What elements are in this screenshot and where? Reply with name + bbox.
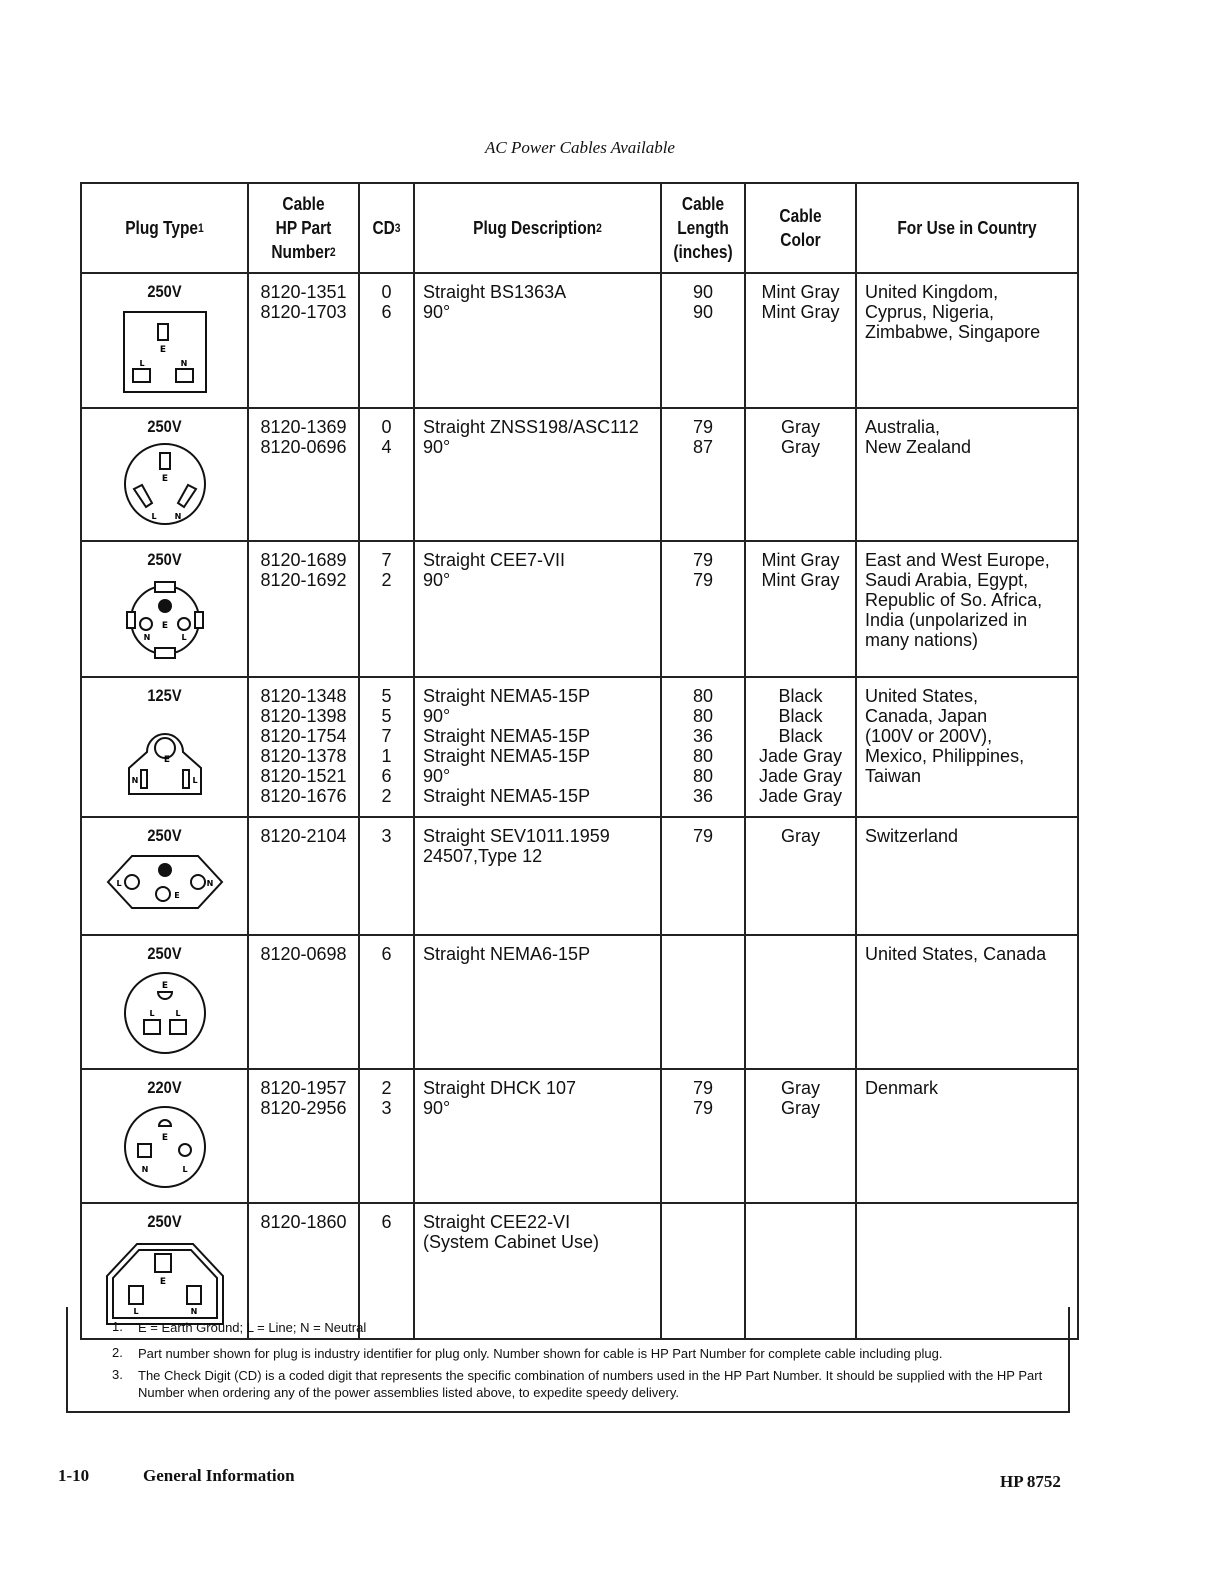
nema6-plug-icon <box>120 981 210 1062</box>
cell-line: 8120-0698 <box>260 944 347 964</box>
cable-length-cell <box>661 541 745 677</box>
cell-line: Gray <box>780 1078 820 1098</box>
cable-length-cell <box>661 408 745 541</box>
uk-plug-icon <box>120 345 210 400</box>
cell-line: Straight NEMA5-15P <box>423 786 591 806</box>
svg-text:L: L <box>180 633 187 642</box>
cable-color-cell <box>745 541 856 677</box>
cd-cell <box>359 273 414 408</box>
table-row <box>81 935 1078 1069</box>
svg-text:E: E <box>163 755 170 765</box>
table-row <box>81 541 1078 677</box>
cell-line: 80 <box>692 746 714 766</box>
cell-line: Straight DHCK 107 <box>423 1078 577 1098</box>
cell-line: 80 <box>692 706 714 726</box>
cable-color-cell <box>745 273 856 408</box>
country-cell <box>856 408 1078 541</box>
cell-line: Straight SEV1011.1959 <box>423 826 610 846</box>
cell-line: Switzerland <box>865 826 959 846</box>
footnotes-box: 1. E = Earth Ground; L = Line; N = Neutral 2. Part number shown for plug is industry identifier for plug only. Number shown for cable is HP Part Number for complete cable including plug. 3. The Check Digit (CD) is a coded digit that represents the specific combination of numbers used in the HP Part Number. It should be supplied with the HP Part Number when ordering any of the power assemblies listed above, to expedite speedy delivery. <box>66 1307 1070 1413</box>
header-row <box>81 183 1078 273</box>
header-plug-description: Plug Description$^2$ <box>431 183 643 273</box>
header-plug-type: Plug Type$^1$ <box>93 183 237 273</box>
swiss-plug-icon <box>104 879 226 918</box>
country-cell <box>856 541 1078 677</box>
voltage-label: 220V <box>147 1078 182 1097</box>
part-number-cell <box>248 677 359 817</box>
cell-line: 90° <box>423 1098 451 1118</box>
cell-line: 90 <box>692 302 714 322</box>
voltage-label: 250V <box>147 417 182 436</box>
cell-line: 6 <box>381 1212 392 1232</box>
cell-line: 80 <box>692 686 714 706</box>
plug-description-cell <box>414 1069 661 1203</box>
country-cell <box>856 935 1078 1069</box>
cell-line: Australia, <box>865 417 941 437</box>
table-row <box>81 408 1078 541</box>
svg-text:L: L <box>181 1165 188 1174</box>
cell-line: 6 <box>381 302 392 322</box>
svg-text:E: E <box>161 621 168 631</box>
cell-line: United Kingdom, <box>865 282 999 302</box>
model-name: HP 8752 <box>1000 1472 1061 1491</box>
part-number-cell <box>248 1069 359 1203</box>
cell-line: New Zealand <box>865 437 972 457</box>
page-number: 1-10 <box>58 1466 90 1485</box>
cell-line: East and West Europe, <box>865 550 1050 570</box>
cell-line: 80 <box>692 766 714 786</box>
cable-length-cell <box>661 1069 745 1203</box>
cell-line: 8120-1860 <box>260 1212 347 1232</box>
part-number-cell <box>248 935 359 1069</box>
cell-line: 8120-1351 <box>260 282 347 302</box>
cell-line: Gray <box>780 417 820 437</box>
plug-description-cell <box>414 408 661 541</box>
cell-line: India (unpolarized in <box>865 610 1028 630</box>
cell-line: 8120-1348 <box>260 686 347 706</box>
voltage-label: 250V <box>147 1212 182 1231</box>
cell-line: Gray <box>780 437 820 457</box>
svg-text:L: L <box>174 1009 181 1018</box>
cell-line: (100V or 200V), <box>865 726 993 746</box>
cable-length-cell <box>661 273 745 408</box>
svg-text:L: L <box>132 1307 139 1316</box>
part-number-cell <box>248 541 359 677</box>
cell-line: 87 <box>692 437 714 457</box>
cell-line: Black <box>778 706 823 726</box>
voltage-label: 250V <box>147 282 182 301</box>
cell-line: Black <box>778 726 823 746</box>
header-part-number: Cable HP Part Number$^2$ <box>256 183 351 273</box>
table-row <box>81 1069 1078 1203</box>
cell-line: 2 <box>381 1078 392 1098</box>
cable-color-cell <box>745 408 856 541</box>
header-country: For Use in Country <box>872 183 1063 273</box>
cd-cell <box>359 677 414 817</box>
cell-line: Straight CEE22-VI <box>423 1212 571 1232</box>
cell-line: 0 <box>381 417 392 437</box>
cell-line: (System Cabinet Use) <box>423 1232 600 1252</box>
cell-line: 36 <box>692 726 714 746</box>
cell-line: Denmark <box>865 1078 939 1098</box>
cell-line: 79 <box>692 1098 714 1118</box>
cell-line: Mint Gray <box>761 570 840 590</box>
cell-line: Straight NEMA5-15P <box>423 686 591 706</box>
cell-line: Taiwan <box>865 766 922 786</box>
cell-line: Republic of So. Africa, <box>865 590 1043 610</box>
cell-line: United States, <box>865 686 979 706</box>
plug-description-cell <box>414 677 661 817</box>
cell-line: 8120-1703 <box>260 302 347 322</box>
svg-text:E: E <box>173 891 180 900</box>
cable-color-cell <box>745 1069 856 1203</box>
part-number-cell <box>248 408 359 541</box>
cell-line: 24507,Type 12 <box>423 846 543 866</box>
cd-cell <box>359 1069 414 1203</box>
cell-line: 8120-1957 <box>260 1078 347 1098</box>
plug-type-cell <box>81 935 248 1069</box>
plug-description-cell <box>414 935 661 1069</box>
cell-line: 4 <box>381 437 392 457</box>
cell-line: 2 <box>381 786 392 806</box>
svg-text:E: E <box>159 345 166 355</box>
svg-text:N: N <box>141 1165 148 1174</box>
cell-line: 2 <box>381 570 392 590</box>
cell-line: 0 <box>381 282 392 302</box>
schuko-plug-icon <box>112 621 218 670</box>
svg-text:E: E <box>161 1133 168 1143</box>
cell-line: 79 <box>692 550 714 570</box>
cell-line: Mexico, Philippines, <box>865 746 1025 766</box>
part-number-cell <box>248 817 359 935</box>
cell-line: many nations) <box>865 630 979 650</box>
cell-line: Straight BS1363A <box>423 282 567 302</box>
cell-line: Jade Gray <box>758 786 843 806</box>
cell-line: United States, Canada <box>865 944 1047 964</box>
cell-line: 8120-1521 <box>260 766 347 786</box>
svg-text:N: N <box>206 879 213 888</box>
country-cell <box>856 273 1078 408</box>
part-number-cell <box>248 273 359 408</box>
cable-color-cell <box>745 677 856 817</box>
plug-type-cell <box>81 817 248 935</box>
svg-text:N: N <box>180 359 187 368</box>
svg-text:E: E <box>161 981 168 991</box>
cell-line: 8120-1754 <box>260 726 347 746</box>
cell-line: Mint Gray <box>761 282 840 302</box>
plug-description-cell <box>414 273 661 408</box>
cell-line: 8120-1676 <box>260 786 347 806</box>
country-cell <box>856 817 1078 935</box>
plug-description-cell <box>414 541 661 677</box>
cell-line: 3 <box>381 1098 392 1118</box>
section-name: General Information <box>143 1466 295 1485</box>
cable-color-cell <box>745 817 856 935</box>
denmark-plug-icon <box>120 1133 210 1196</box>
power-cables-table <box>80 182 1079 1340</box>
plug-type-cell <box>81 408 248 541</box>
cell-line: Black <box>778 686 823 706</box>
voltage-label: 250V <box>147 826 182 845</box>
nema5-plug-icon <box>117 755 213 810</box>
cell-line: 79 <box>692 826 714 846</box>
cell-line: 7 <box>381 726 392 746</box>
cell-line: 90° <box>423 766 451 786</box>
svg-text:L: L <box>138 359 145 368</box>
cell-line: 90° <box>423 570 451 590</box>
cell-line: 5 <box>381 706 392 726</box>
cell-line: 6 <box>381 766 392 786</box>
table-row <box>81 273 1078 408</box>
svg-text:L: L <box>115 879 122 888</box>
cell-line: 8120-1378 <box>260 746 347 766</box>
cell-line: 90° <box>423 706 451 726</box>
cell-line: 8120-1369 <box>260 417 347 437</box>
cd-cell <box>359 935 414 1069</box>
cell-line: 8120-0696 <box>260 437 347 457</box>
cell-line: 90 <box>692 282 714 302</box>
plug-type-cell <box>81 1069 248 1203</box>
cell-line: Saudi Arabia, Egypt, <box>865 570 1029 590</box>
header-cable-length: Cable Length (inches) <box>667 183 739 273</box>
cable-color-cell <box>745 935 856 1069</box>
cell-line: 79 <box>692 1078 714 1098</box>
australia-plug-icon <box>120 474 210 531</box>
header-cd: $CD^3$ <box>363 183 410 273</box>
table-title: AC Power Cables Available <box>485 138 675 157</box>
cable-length-cell <box>661 677 745 817</box>
svg-text:E: E <box>161 474 168 484</box>
cell-line: 90° <box>423 437 451 457</box>
plug-type-cell <box>81 541 248 677</box>
cell-line: 5 <box>381 686 392 706</box>
cell-line: 6 <box>381 944 392 964</box>
cell-line: Straight NEMA5-15P <box>423 746 591 766</box>
voltage-label: 250V <box>147 550 182 569</box>
plug-type-cell <box>81 273 248 408</box>
svg-text:N: N <box>190 1307 197 1316</box>
cell-line: Zimbabwe, Singapore <box>865 322 1041 342</box>
cell-line: Straight CEE7-VII <box>423 550 566 570</box>
svg-text:N: N <box>131 776 138 785</box>
cable-length-cell <box>661 935 745 1069</box>
cell-line: 8120-1692 <box>260 570 347 590</box>
cell-line: 36 <box>692 786 714 806</box>
cell-line: Straight ZNSS198/ASC112 <box>423 417 639 437</box>
cell-line: Mint Gray <box>761 302 840 322</box>
cell-line: Cyprus, Nigeria, <box>865 302 995 322</box>
cell-line: 90° <box>423 302 451 322</box>
cell-line: Jade Gray <box>758 746 843 766</box>
cell-line: Mint Gray <box>761 550 840 570</box>
cell-line: 1 <box>381 746 392 766</box>
table-row <box>81 677 1078 817</box>
cell-line: 8120-1398 <box>260 706 347 726</box>
cd-cell <box>359 408 414 541</box>
cable-length-cell <box>661 817 745 935</box>
cell-line: 79 <box>692 417 714 437</box>
cell-line: Jade Gray <box>758 766 843 786</box>
voltage-label: 125V <box>147 686 182 705</box>
svg-text:L: L <box>150 512 157 521</box>
svg-text:N: N <box>143 633 150 642</box>
cell-line: 8120-1689 <box>260 550 347 570</box>
cell-line: Gray <box>780 826 820 846</box>
country-cell <box>856 1069 1078 1203</box>
cd-cell <box>359 817 414 935</box>
plug-type-cell <box>81 677 248 817</box>
cell-line: Canada, Japan <box>865 706 988 726</box>
cd-cell <box>359 541 414 677</box>
cell-line: Gray <box>780 1098 820 1118</box>
svg-text:L: L <box>148 1009 155 1018</box>
country-cell <box>856 677 1078 817</box>
cell-line: Straight NEMA5-15P <box>423 726 591 746</box>
cell-line: Straight NEMA6-15P <box>423 944 591 964</box>
header-cable-color: Cable Color <box>753 183 848 273</box>
svg-text:N: N <box>174 512 181 521</box>
svg-text:E: E <box>159 1277 166 1287</box>
plug-description-cell <box>414 817 661 935</box>
cell-line: 8120-2104 <box>260 826 347 846</box>
table-row <box>81 817 1078 935</box>
cell-line: 79 <box>692 570 714 590</box>
svg-text:L: L <box>191 776 198 785</box>
voltage-label: 250V <box>147 944 182 963</box>
cell-line: 7 <box>381 550 392 570</box>
cell-line: 8120-2956 <box>260 1098 347 1118</box>
cell-line: 3 <box>381 826 392 846</box>
